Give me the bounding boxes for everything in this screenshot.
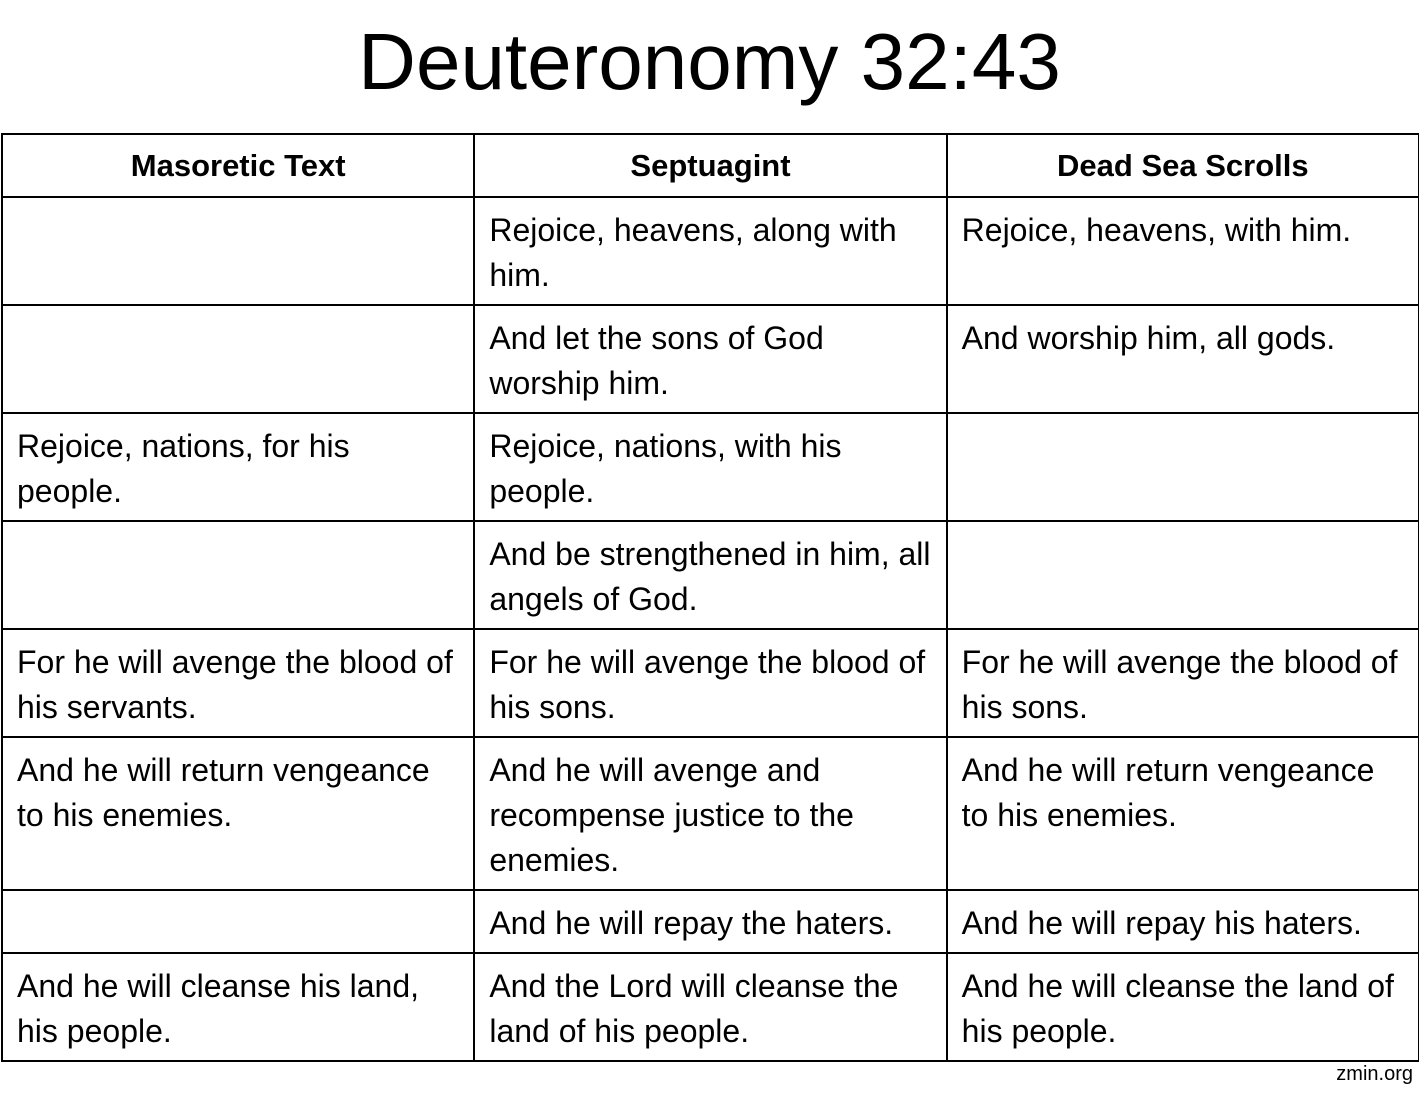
- table-row: [2, 737, 1419, 890]
- table-row: [2, 521, 1419, 629]
- table-cell-dead-sea-scrolls: And he will return vengeance to his enemies.: [947, 737, 1419, 890]
- table-cell-masoretic-text: For he will avenge the blood of his servants.: [2, 629, 474, 737]
- table-cell-masoretic-text: [2, 521, 474, 629]
- table-row: [2, 629, 1419, 737]
- table-cell-septuagint: And let the sons of God worship him.: [474, 305, 946, 413]
- table-row: [2, 305, 1419, 413]
- table-cell-septuagint: Rejoice, heavens, along with him.: [474, 197, 946, 305]
- comparison-table: [1, 133, 1419, 1062]
- column-header-masoretic-text: Masoretic Text: [2, 134, 474, 197]
- table-cell-dead-sea-scrolls: [947, 521, 1419, 629]
- table-cell-septuagint: And be strengthened in him, all angels of God.: [474, 521, 946, 629]
- table-cell-masoretic-text: And he will return vengeance to his enemies.: [2, 737, 474, 890]
- table-cell-dead-sea-scrolls: And worship him, all gods.: [947, 305, 1419, 413]
- page-title: Deuteronomy 32:43: [358, 17, 1061, 106]
- table-cell-masoretic-text: [2, 197, 474, 305]
- table-cell-dead-sea-scrolls: [947, 413, 1419, 521]
- table-row: [2, 197, 1419, 305]
- table-cell-septuagint: And he will avenge and recompense justice to the enemies.: [474, 737, 946, 890]
- table-cell-dead-sea-scrolls: Rejoice, heavens, with him.: [947, 197, 1419, 305]
- column-header-septuagint: Septuagint: [474, 134, 946, 197]
- table-cell-dead-sea-scrolls: And he will repay his haters.: [947, 890, 1419, 953]
- table-row: [2, 413, 1419, 521]
- table-cell-septuagint: And he will repay the haters.: [474, 890, 946, 953]
- table-cell-septuagint: For he will avenge the blood of his sons.: [474, 629, 946, 737]
- table-cell-septuagint: Rejoice, nations, with his people.: [474, 413, 946, 521]
- column-header-dead-sea-scrolls: Dead Sea Scrolls: [947, 134, 1419, 197]
- table-cell-dead-sea-scrolls: And he will cleanse the land of his people.: [947, 953, 1419, 1061]
- site-credit: zmin.org: [1336, 1063, 1413, 1085]
- table-header-row: [2, 134, 1419, 197]
- table-cell-septuagint: And the Lord will cleanse the land of his people.: [474, 953, 946, 1061]
- table-row: [2, 890, 1419, 953]
- table-cell-masoretic-text: And he will cleanse his land, his people.: [2, 953, 474, 1061]
- table-cell-masoretic-text: [2, 305, 474, 413]
- table-cell-masoretic-text: Rejoice, nations, for his people.: [2, 413, 474, 521]
- table-cell-masoretic-text: [2, 890, 474, 953]
- table-cell-dead-sea-scrolls: For he will avenge the blood of his sons.: [947, 629, 1419, 737]
- table-row: [2, 953, 1419, 1061]
